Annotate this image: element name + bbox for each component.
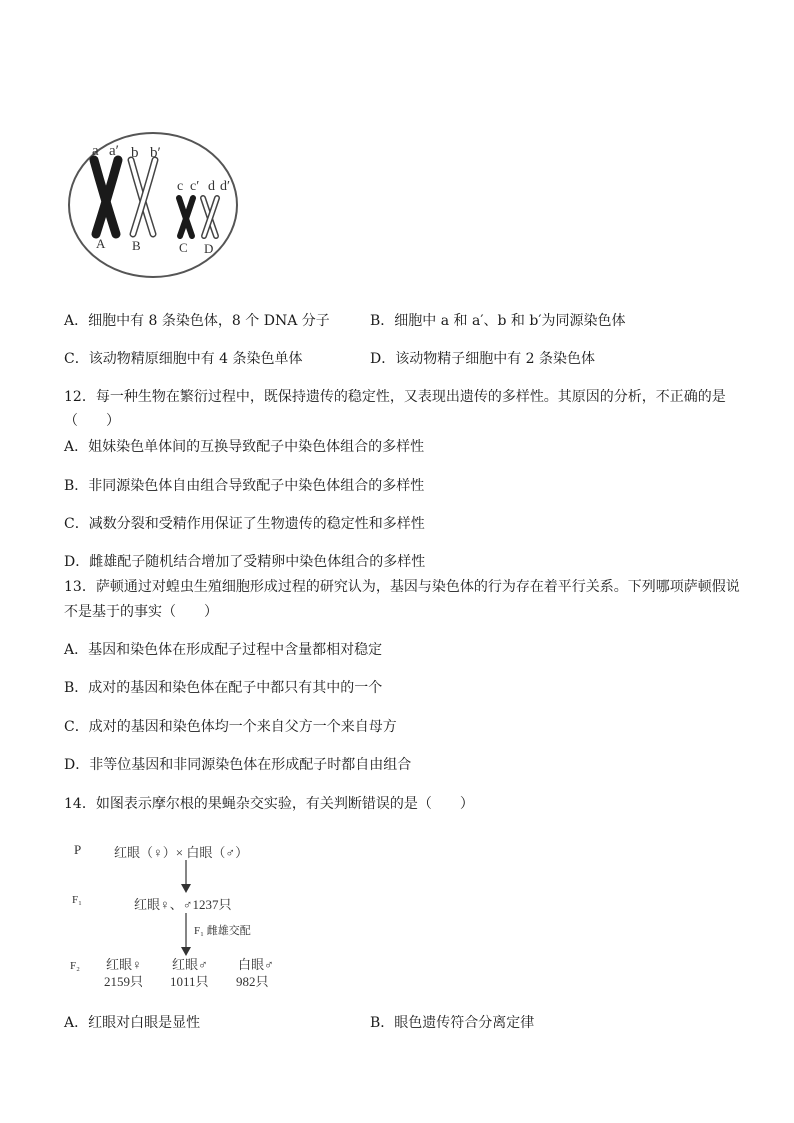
label-A: A bbox=[96, 236, 106, 251]
q12-option-a: A．姐妹染色单体间的互换导致配子中染色体组合的多样性 bbox=[64, 439, 425, 455]
chromosome-d bbox=[203, 198, 217, 236]
f2-pheno-1: 红眼♀ bbox=[106, 957, 142, 972]
q13-option-c: C．成对的基因和染色体均一个来自父方一个来自母方 bbox=[64, 719, 397, 735]
f1-cross-text: F₁ 雌雄交配 bbox=[194, 925, 251, 937]
f1-generation-label: F₁ bbox=[72, 894, 82, 906]
label-D: D bbox=[204, 241, 214, 256]
q14-option-a: A．红眼对白眼是显性 bbox=[64, 1015, 201, 1031]
q12-option-b: B．非同源染色体自由组合导致配子中染色体组合的多样性 bbox=[64, 478, 425, 494]
f2-count-3: 982只 bbox=[236, 974, 269, 989]
label-d-prime: d′ bbox=[220, 179, 231, 194]
q12-option-c: C．减数分裂和受精作用保证了生物遗传的稳定性和多样性 bbox=[64, 516, 425, 532]
cross-diagram bbox=[64, 836, 294, 996]
p-generation-label: P bbox=[74, 842, 82, 857]
label-a: a bbox=[92, 143, 99, 159]
label-d: d bbox=[208, 179, 215, 194]
q12-stem-line1: 12．每一种生物在繁衍过程中，既保持遗传的稳定性，又表现出遗传的多样性。其原因的分析，不正确的是 bbox=[64, 389, 726, 405]
label-b: b bbox=[131, 145, 139, 161]
f1-text: 红眼♀、♂1237只 bbox=[134, 897, 232, 912]
chromosome-a bbox=[94, 160, 118, 234]
f2-count-2: 1011只 bbox=[170, 974, 209, 989]
label-c-prime: c′ bbox=[190, 179, 200, 194]
q13-option-d: D．非等位基因和非同源染色体在形成配子时都自由组合 bbox=[64, 757, 412, 773]
label-B: B bbox=[132, 238, 141, 253]
f2-count-1: 2159只 bbox=[104, 974, 144, 989]
cell-figure bbox=[66, 130, 242, 282]
q13-stem-line2: 不是基于的事实（ ） bbox=[64, 604, 218, 620]
q13-option-b: B．成对的基因和染色体在配子中都只有其中的一个 bbox=[64, 680, 383, 696]
f2-pheno-2: 红眼♂ bbox=[172, 957, 208, 972]
q11-option-a: A．细胞中有 8 条染色体，8 个 DNA 分子 bbox=[64, 313, 330, 329]
label-a-prime: a′ bbox=[109, 143, 119, 159]
arrow-down-icon bbox=[180, 860, 192, 894]
q14-option-b: B．眼色遗传符合分离定律 bbox=[370, 1015, 535, 1031]
q11-option-b: B．细胞中 a 和 a′、b 和 b′为同源染色体 bbox=[370, 313, 626, 329]
label-b-prime: b′ bbox=[150, 145, 161, 161]
label-c: c bbox=[177, 179, 184, 194]
q12-stem-line2: （ ） bbox=[64, 413, 120, 429]
q11-option-c: C．该动物精原细胞中有 4 条染色单体 bbox=[64, 351, 303, 367]
chromosome-c bbox=[179, 198, 193, 236]
q12-option-d: D．雌雄配子随机结合增加了受精卵中染色体组合的多样性 bbox=[64, 554, 426, 570]
q14-stem: 14．如图表示摩尔根的果蝇杂交实验，有关判断错误的是（ ） bbox=[64, 796, 474, 812]
f2-generation-label: F₂ bbox=[70, 960, 80, 972]
q13-option-a: A．基因和染色体在形成配子过程中含量都相对稳定 bbox=[64, 642, 383, 658]
arrow-down-icon bbox=[180, 913, 192, 957]
p-cross-text: 红眼（♀）× 白眼（♂） bbox=[114, 845, 249, 860]
q11-option-d: D．该动物精子细胞中有 2 条染色体 bbox=[370, 351, 596, 367]
chromosome-b bbox=[131, 160, 155, 234]
f2-pheno-3: 白眼♂ bbox=[238, 957, 274, 972]
label-C: C bbox=[179, 240, 188, 255]
q13-stem-line1: 13．萨顿通过对蝗虫生殖细胞形成过程的研究认为，基因与染色体的行为存在着平行关系。下列哪项萨顿假说 bbox=[64, 579, 740, 595]
